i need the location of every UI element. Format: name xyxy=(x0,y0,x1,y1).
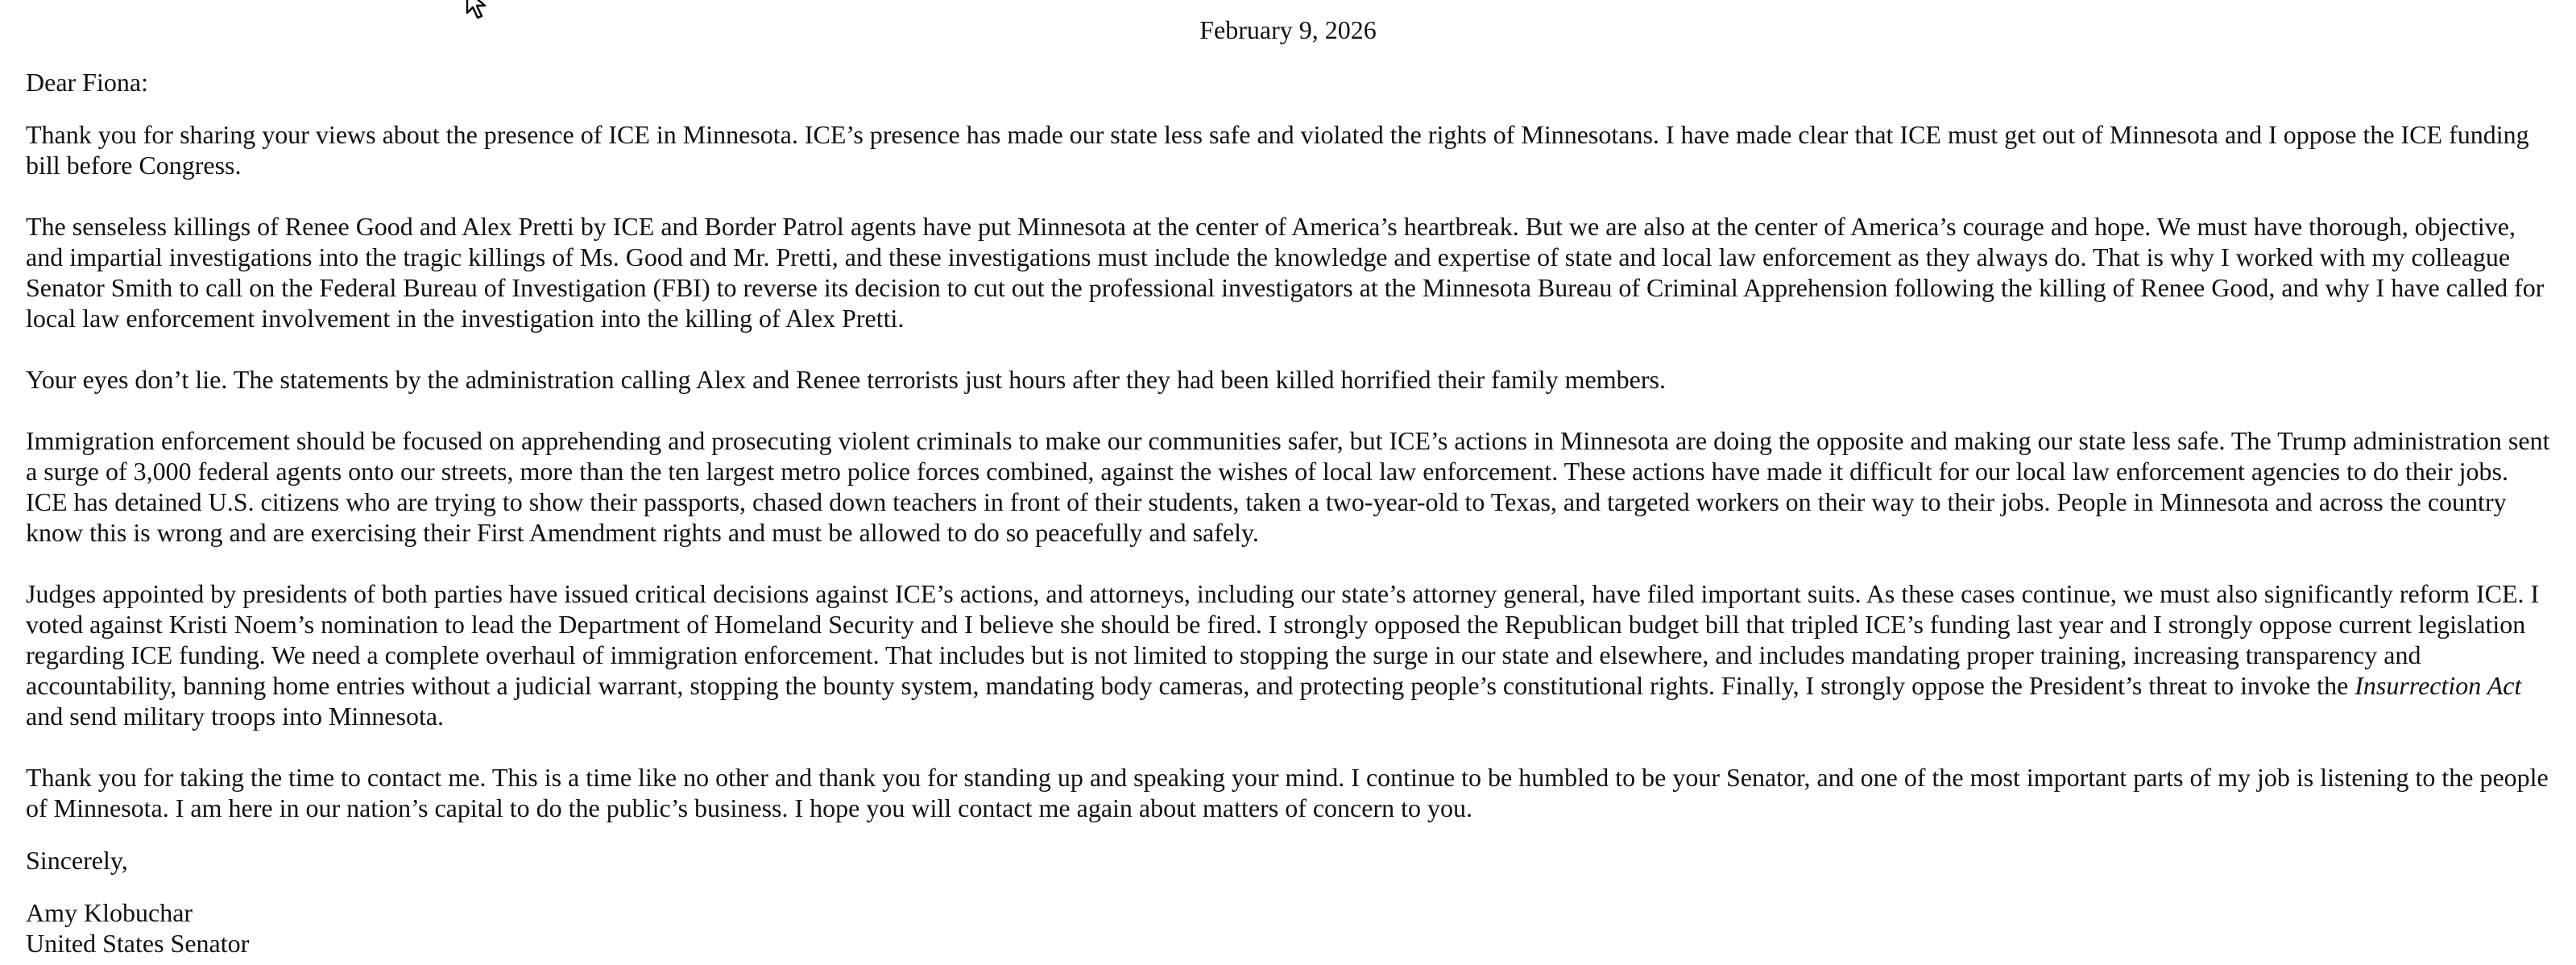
reform-text-end: and send military troops into Minnesota. xyxy=(26,702,445,731)
signature-name: Amy Klobuchar xyxy=(26,898,193,927)
paragraph-statements: Your eyes don’t lie. The statements by the administration calling Alex and Renee terrorists just hours after they had been killed horrified their family members. xyxy=(26,365,1666,394)
paragraph-thanks: Thank you for taking the time to contact me. This is a time like no other and thank you for standing up and speaking your mind. I continue to be humbled to be your Senator, and one of the most important parts of my job is listening to the people of Minnesota. I am here in our nation’s capital to do the public’s business. I hope you will contact me again about matters of concern to you. xyxy=(26,763,2549,822)
paragraph-reform xyxy=(26,578,2550,731)
paragraph-enforcement: Immigration enforcement should be focused on apprehending and prosecuting violent criminals to make our communities safer, but ICE’s actions in Minnesota are doing the opposite and making our state less safe. The Trump administration sent a surge of 3,000 federal agents onto our streets, more than the ten largest metro police forces combined, against the wishes of local law enforcement. These actions have made it difficult for our local law enforcement agencies to do their jobs. ICE has detained U.S. citizens who are trying to show their passports, chased down teachers in front of their students, taken a two-year-old to Texas, and targeted workers on their way to their jobs. People in Minnesota and across the country know this is wrong and are exercising their First Amendment rights and must be allowed to do so peacefully and safely. xyxy=(26,426,2550,547)
insurrection-act-title: Insurrection Act xyxy=(2354,671,2522,700)
letter-date: February 9, 2026 xyxy=(1199,15,1377,44)
signature-title: United States Senator xyxy=(26,929,250,958)
greeting: Dear Fiona: xyxy=(26,68,148,97)
mouse-pointer-icon xyxy=(466,0,493,21)
closing: Sincerely, xyxy=(26,846,128,875)
reform-text: Judges appointed by presidents of both parties have issued critical decisions against ICE’s actions, and attorneys, including our state’s attorney general, have filed important suits. As these cases continue, we must also significantly reform ICE. I voted against Kristi Noem’s nomination to lead the Department of Homeland Security and I believe she should be fired. I strongly opposed the Republican budget bill that tripled ICE’s funding last year and I strongly oppose current legislation regarding ICE funding. We need a complete overhaul of immigration enforcement. That includes but is not limited to stopping the surge in our state and elsewhere, and includes mandating proper training, increasing transparency and accountability, banning home entries without a judicial warrant, stopping the bounty system, mandating body cameras, and protecting people’s constitutional rights. Finally, I strongly oppose the President’s threat to invoke the xyxy=(26,579,2540,700)
paragraph-investigations: The senseless killings of Renee Good and Alex Pretti by ICE and Border Patrol agents have put Minnesota at the center of America’s heartbreak. But we are also at the center of America’s courage and hope. We must have thorough, objective, and impartial investigations into the tragic killings of Ms. Good and Mr. Pretti, and these investigations must include the knowledge and expertise of state and local law enforcement as they always do. That is why I worked with my colleague Senator Smith to call on the Federal Bureau of Investigation (FBI) to reverse its decision to cut out the professional investigators at the Minnesota Bureau of Criminal Apprehension following the killing of Renee Good, and why I have called for local law enforcement involvement in the investigation into the killing of Alex Pretti. xyxy=(26,212,2545,333)
paragraph-ice-presence: Thank you for sharing your views about the presence of ICE in Minnesota. ICE’s presence has made our state less safe and violated the rights of Minnesotans. I have made clear that ICE must get out of Minnesota and I oppose the ICE funding bill before Congress. xyxy=(26,120,2529,180)
